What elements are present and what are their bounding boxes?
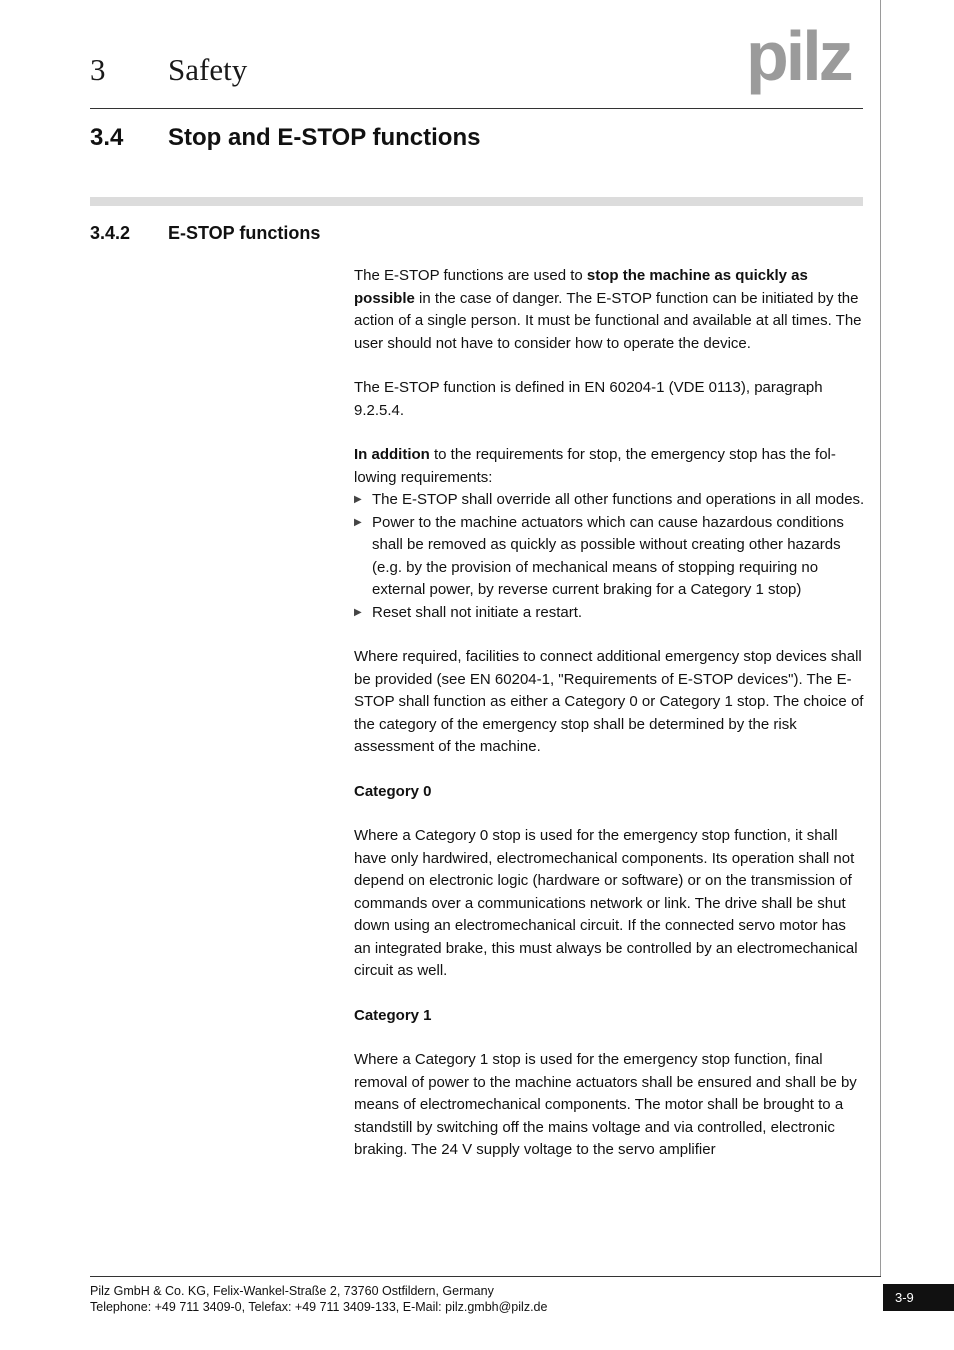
category-1-heading: Category 1 bbox=[354, 1006, 432, 1024]
body-text bbox=[354, 265, 866, 1184]
chapter-title: Safety bbox=[168, 52, 248, 87]
bullet-arrow-icon: ▶ bbox=[354, 494, 362, 505]
page-number: 3-9 bbox=[883, 1284, 954, 1311]
paragraph-intro bbox=[354, 265, 866, 355]
subsection-title: E-STOP functions bbox=[168, 223, 321, 243]
requirements-list bbox=[354, 489, 866, 624]
requirements-emphasis: In addition bbox=[354, 446, 430, 463]
paragraph-additional-devices: Where required, facilities to connect additional emergency stop devices shall be provided (see EN 60204-1, "Requirements of E-STOP devices"). The E-STOP shall function as either a Category 0 or Category 1 stop. The choice of the category of the emergency stop shall be determined by the risk assessment of the machine. bbox=[354, 648, 864, 755]
list-item bbox=[354, 602, 866, 625]
section-title: Stop and E-STOP functions bbox=[168, 124, 481, 151]
pilz-logo-text: pilz bbox=[746, 24, 851, 95]
paragraph-standard: The E-STOP function is defined in EN 60204-1 (VDE 0113), paragraph 9.2.5.4. bbox=[354, 379, 823, 419]
bullet-arrow-icon: ▶ bbox=[354, 516, 362, 528]
bullet-arrow-icon: ▶ bbox=[354, 606, 362, 618]
list-item bbox=[354, 512, 866, 602]
right-margin-rule bbox=[880, 0, 881, 1277]
requirements-text: to the requirements for stop, the emergency stop has the following requirements: bbox=[354, 446, 836, 486]
section-divider-bar bbox=[90, 197, 863, 206]
section-number: 3.4 bbox=[90, 124, 124, 151]
intro-text-c: in the case of danger. The E-STOP function can be initiated by the action of a single person. It must be functional and available at all times. The user should not have to consider how to operate the device. bbox=[354, 289, 862, 352]
footer-rule bbox=[90, 1276, 881, 1277]
footer-address: Pilz GmbH & Co. KG, Felix-Wankel-Straße 2, 73760 Ostfildern, Germany bbox=[90, 1284, 494, 1298]
list-item-text: Reset shall not initiate a restart. bbox=[372, 603, 583, 621]
category-0-heading: Category 0 bbox=[354, 782, 432, 800]
footer bbox=[90, 1283, 547, 1315]
footer-contact: Telephone: +49 711 3409-0, Telefax: +49 711 3409-133, E-Mail: pilz.gmbh@pilz.de bbox=[90, 1300, 548, 1314]
intro-emphasis: stop the machine as quickly as possible bbox=[354, 267, 808, 307]
category-0-text: Where a Category 0 stop is used for the emergency stop function, it shall have only hardwired, electromechanical components. Its operation shall not depend on electronic logic (hardware or software) or on the transmission of commands over a communications network or link. The drive shall be shut down using an electromechanical circuit. If the connected servo motor has an integrated brake, this must always be controlled by an electromechanical circuit as well. bbox=[354, 827, 858, 979]
pilz-logo bbox=[746, 24, 866, 98]
list-item-text: The E-STOP shall override all other functions and operations in all modes. bbox=[372, 491, 865, 508]
category-1-text: Where a Category 1 stop is used for the emergency stop function, final removal of power to the machine actuators shall be ensured and shall be by means of electromechanical components. The motor shall be brought to a standstill by switching off the mains voltage and via controlled, electronic braking. The 24 V supply voltage to the servo amplifier bbox=[354, 1051, 857, 1158]
chapter-number: 3 bbox=[90, 52, 106, 87]
paragraph-requirements bbox=[354, 444, 866, 489]
subsection-number: 3.4.2 bbox=[90, 223, 131, 243]
intro-text-a: The E-STOP functions are used to bbox=[354, 267, 587, 284]
list-item-text: Power to the machine actuators which can cause hazardous conditions shall be removed as quickly as possible without creating other hazards (e.g. by the provision of mechanical means of stopping requiring no external power, by reverse current braking for a Category 1 stop) bbox=[372, 513, 844, 598]
list-item bbox=[354, 489, 866, 512]
header-rule bbox=[90, 108, 863, 109]
